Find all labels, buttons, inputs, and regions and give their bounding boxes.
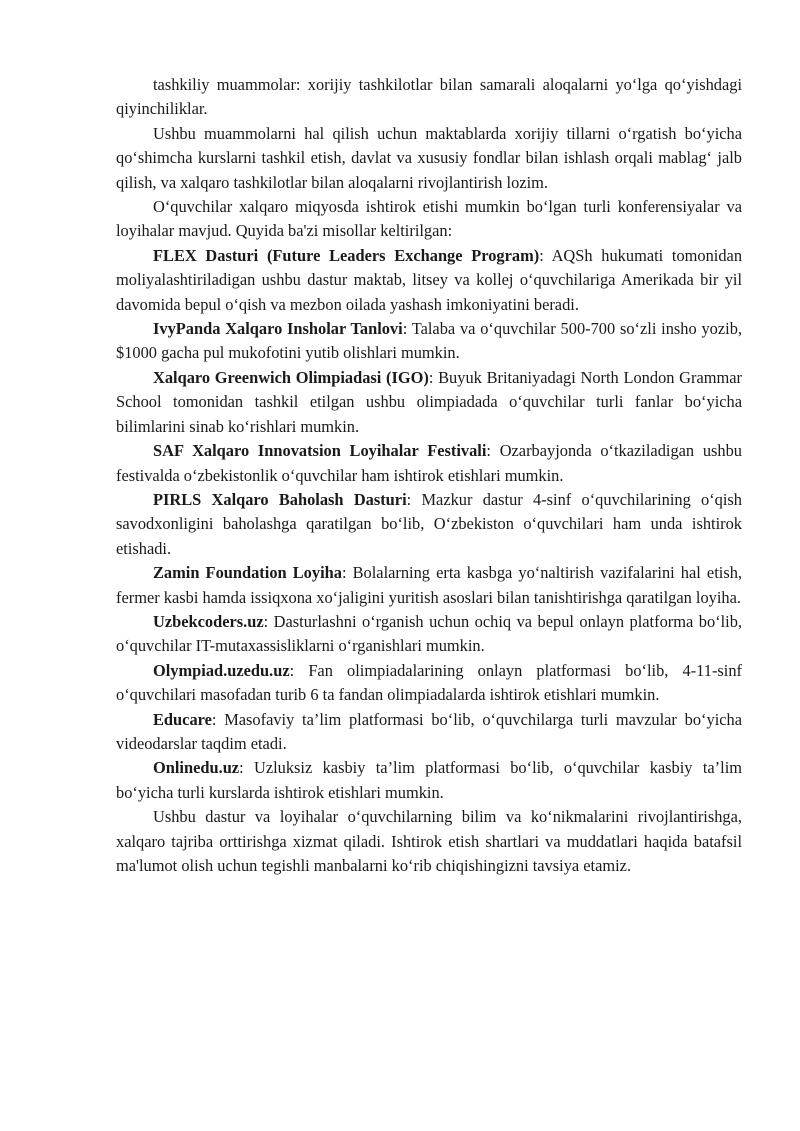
program-term: PIRLS Xalqaro Baholash Dasturi bbox=[153, 489, 407, 509]
program-educare bbox=[116, 708, 742, 757]
program-term: SAF Xalqaro Innovatsion Loyihalar Festivali bbox=[153, 441, 487, 461]
program-term: Xalqaro Greenwich Olimpiadasi (IGO) bbox=[153, 367, 429, 387]
program-term: Onlinedu.uz bbox=[153, 758, 240, 778]
paragraph-3 bbox=[116, 195, 742, 244]
term-separator: : bbox=[402, 319, 412, 339]
program-term: Zamin Foundation Loyiha bbox=[153, 563, 342, 583]
term-separator: : bbox=[211, 709, 225, 729]
program-ivypanda bbox=[116, 317, 742, 366]
program-olympiad bbox=[116, 659, 742, 708]
document-body bbox=[116, 73, 742, 878]
program-zamin bbox=[116, 561, 742, 610]
term-separator: : bbox=[341, 563, 353, 583]
program-term: Educare bbox=[153, 709, 212, 729]
program-description: Buyuk Britaniyadagi North London Grammar School tomonidan tashkil etilgan ushbu olimpiadada o‘quvchilar turli fanlar bo‘yicha bilimlarini sinab ko‘rishlari mumkin. bbox=[116, 367, 742, 436]
term-separator: : bbox=[428, 367, 439, 387]
program-description: Fan olimpiadalarining onlayn platformasi bo‘lib, 4-11-sinf o‘quvchilari masofadan turib 6 ta fandan olimpiadalarda ishtirok etishlari mumkin. bbox=[116, 660, 743, 705]
program-term: Uzbekcoders.uz bbox=[153, 611, 264, 631]
paragraph-text: tashkiliy muammolar: xorijiy tashkilotlar bilan samarali aloqalarni yo‘lga qo‘yishdagi qiyinchiliklar. bbox=[116, 75, 742, 119]
program-description: Mazkur dastur 4-sinf o‘quvchilarining o‘qish savodxonligini baholashga qaratilgan bo‘lib, O‘zbekiston o‘quvchilari ham unda ishtirok etishadi. bbox=[116, 489, 743, 558]
paragraph-conclusion bbox=[116, 805, 742, 878]
term-separator: : bbox=[263, 611, 274, 631]
program-description: Masofaviy ta’lim platformasi bo‘lib, o‘quvchilarga turli mavzular bo‘yicha videodarslar taqdim etadi. bbox=[116, 709, 742, 753]
program-term: FLEX Dasturi (Future Leaders Exchange Program) bbox=[153, 245, 540, 265]
program-term: IvyPanda Xalqaro Insholar Tanlovi bbox=[153, 319, 403, 339]
program-description: Ozarbayjonda o‘tkaziladigan ushbu festivalda o‘zbekistonlik o‘quvchilar ham ishtirok etishlari mumkin. bbox=[116, 441, 743, 485]
term-separator: : bbox=[406, 489, 422, 509]
program-description: Bolalarning erta kasbga yo‘naltirish vazifalarini hal etish, fermer kasbi hamda issiqxona xo‘jaligini yuritish asoslari bilan tanishtirishga qaratilgan loyiha. bbox=[116, 563, 742, 607]
program-description: Dasturlashni o‘rganish uchun ochiq va bepul onlayn platforma bo‘lib, o‘quvchilar IT-mutaxassisliklarni o‘rganishlari mumkin. bbox=[116, 611, 742, 656]
program-description: AQSh hukumati tomonidan moliyalashtiriladigan ushbu dastur maktab, litsey va kollej o‘quvchilariga Amerikada bir yil davomida bepul o‘qish va mezbon oilada yashash imkoniyatini beradi. bbox=[116, 245, 743, 314]
paragraph-text: O‘quvchilar xalqaro miqyosda ishtirok etishi mumkin bo‘lgan turli konferensiyalar va loyihalar mavjud. Quyida ba'zi misollar keltirilgan: bbox=[116, 197, 742, 241]
paragraph-text: Ushbu muammolarni hal qilish uchun maktablarda xorijiy tillarni o‘rgatish bo‘yicha qo‘shimcha kurslarni tashkil etish, davlat va xususiy fondlar bilan ishlash orqali mablag‘ jalb qilish, va xalqaro tashkilotlar bilan aloqalarni rivojlantirish lozim. bbox=[116, 123, 742, 192]
paragraph-1 bbox=[116, 73, 742, 122]
program-onlinedu bbox=[116, 756, 742, 805]
paragraph-text: Ushbu dastur va loyihalar o‘quvchilarning bilim va ko‘nikmalarini rivojlantirishga, xalqaro tajriba orttirishga xizmat qiladi. Ishtirok etish shartlari va muddatlari haqida batafsil ma'lumot olish uchun tegishli manbalarni ko‘rib chiqishingizni tavsiya etamiz. bbox=[116, 807, 742, 875]
program-flex bbox=[116, 244, 742, 317]
term-separator: : bbox=[289, 660, 309, 680]
term-separator: : bbox=[539, 245, 552, 265]
program-saf bbox=[116, 439, 742, 488]
paragraph-2 bbox=[116, 122, 742, 195]
program-description: Uzluksiz kasbiy ta’lim platformasi bo‘lib, o‘quvchilar kasbiy ta’lim bo‘yicha turli kurslarda ishtirok etishlari mumkin. bbox=[116, 758, 742, 802]
program-igo bbox=[116, 366, 742, 439]
program-description: Talaba va o‘quvchilar 500-700 so‘zli insho yozib, $1000 gacha pul mukofotini yutib olishlari mumkin. bbox=[116, 319, 742, 363]
term-separator: : bbox=[239, 758, 254, 778]
program-pirls bbox=[116, 488, 742, 561]
program-uzbekcoders bbox=[116, 610, 742, 659]
program-term: Olympiad.uzedu.uz bbox=[153, 660, 290, 680]
term-separator: : bbox=[486, 441, 500, 461]
